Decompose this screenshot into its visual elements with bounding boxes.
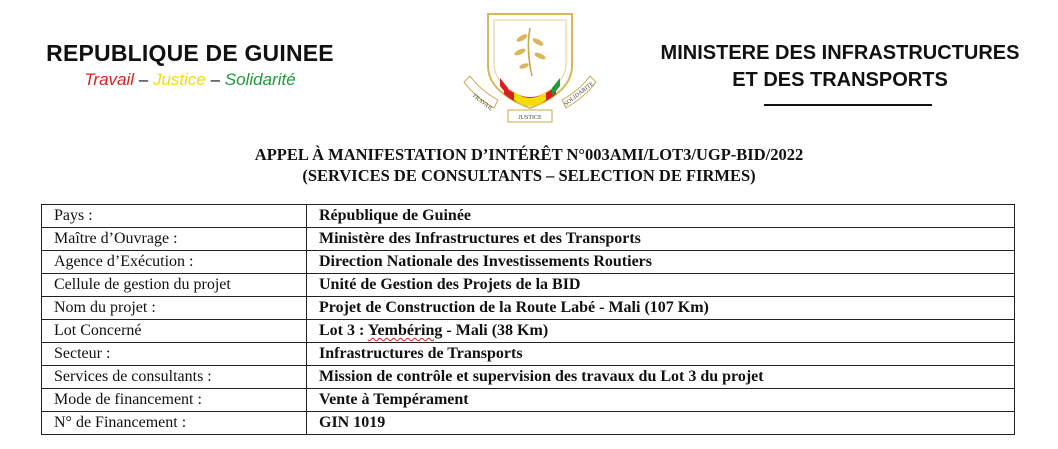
table-row bbox=[42, 228, 1015, 251]
project-info-table bbox=[41, 204, 1015, 435]
row-value: Projet de Construction de la Route Labé - Mali (107 Km) bbox=[307, 297, 1015, 320]
row-value: Infrastructures de Transports bbox=[307, 343, 1015, 366]
row-value: République de Guinée bbox=[307, 205, 1015, 228]
ministry-header bbox=[640, 40, 1040, 94]
row-value: Direction Nationale des Investissements Routiers bbox=[307, 251, 1015, 274]
row-label: Nom du projet : bbox=[42, 297, 307, 320]
row-label: Services de consultants : bbox=[42, 366, 307, 389]
motto-travail: Travail bbox=[84, 70, 135, 89]
motto-justice: Justice bbox=[152, 70, 206, 89]
lot-prefix: Lot 3 : bbox=[319, 322, 368, 339]
row-label: Pays : bbox=[42, 205, 307, 228]
lot-suffix: - Mali (38 Km) bbox=[442, 322, 549, 339]
table-row bbox=[42, 343, 1015, 366]
table-row bbox=[42, 205, 1015, 228]
motto-separator: – bbox=[134, 70, 153, 89]
table-row bbox=[42, 389, 1015, 412]
row-label: Cellule de gestion du projet bbox=[42, 274, 307, 297]
spellcheck-flagged-word: Yembéring bbox=[367, 322, 443, 339]
seal-banner-bottom: JUSTICE bbox=[518, 115, 542, 121]
title-line-1: APPEL À MANIFESTATION D’INTÉRÊT N°003AMI/LOT3/UGP-BID/2022 bbox=[254, 145, 804, 164]
table-row bbox=[42, 274, 1015, 297]
national-motto bbox=[40, 70, 340, 90]
seal-banner-left: TRAVAIL bbox=[470, 92, 495, 113]
ministry-line-1: MINISTERE DES INFRASTRUCTURES bbox=[660, 42, 1020, 64]
motto-separator: – bbox=[205, 70, 225, 89]
ministry-underline-divider bbox=[764, 104, 932, 106]
row-value: Unité de Gestion des Projets de la BID bbox=[307, 274, 1015, 297]
title-line-2: (SERVICES DE CONSULTANTS – SELECTION DE FIRMES) bbox=[302, 166, 756, 185]
row-label: Secteur : bbox=[42, 343, 307, 366]
table-row bbox=[42, 251, 1015, 274]
motto-solidarite: Solidarité bbox=[224, 70, 296, 89]
row-label: N° de Financement : bbox=[42, 412, 307, 435]
row-label: Agence d’Exécution : bbox=[42, 251, 307, 274]
table-row bbox=[42, 320, 1015, 343]
guinea-coat-of-arms-icon bbox=[460, 4, 600, 128]
row-value: Ministère des Infrastructures et des Transports bbox=[307, 228, 1015, 251]
table-row bbox=[42, 412, 1015, 435]
row-value: Mission de contrôle et supervision des travaux du Lot 3 du projet bbox=[307, 366, 1015, 389]
table-row bbox=[42, 366, 1015, 389]
row-value: Vente à Tempérament bbox=[307, 389, 1015, 412]
row-label: Mode de financement : bbox=[42, 389, 307, 412]
document-title bbox=[0, 144, 1058, 186]
row-label: Maître d’Ouvrage : bbox=[42, 228, 307, 251]
row-label: Lot Concerné bbox=[42, 320, 307, 343]
seal-banner-right: SOLIDARITE bbox=[563, 81, 596, 108]
republic-header bbox=[40, 40, 340, 90]
ministry-line-2: ET DES TRANSPORTS bbox=[732, 69, 948, 91]
table-row bbox=[42, 297, 1015, 320]
row-value: GIN 1019 bbox=[307, 412, 1015, 435]
country-name: REPUBLIQUE DE GUINEE bbox=[46, 40, 334, 66]
row-value bbox=[307, 320, 1015, 343]
